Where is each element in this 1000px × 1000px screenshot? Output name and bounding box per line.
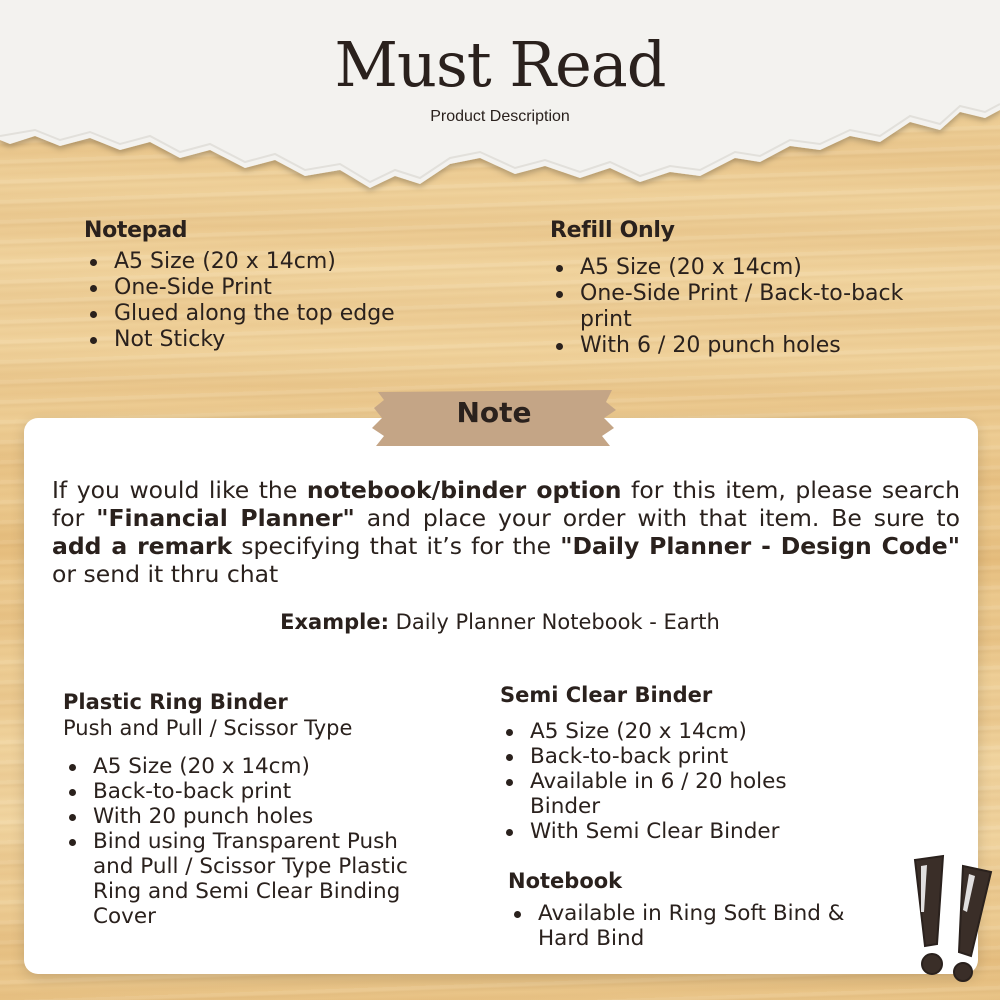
plastic-ring-subtitle: Push and Pull / Scissor Type [63, 716, 353, 740]
page-title: Must Read [334, 28, 666, 101]
notepad-section [84, 218, 504, 353]
list-item: With 6 / 20 punch holes [550, 333, 910, 359]
semi-clear-list [500, 719, 860, 844]
refill-section [550, 218, 910, 359]
semi-clear-heading: Semi Clear Binder [500, 683, 713, 707]
example-text: Daily Planner Notebook - Earth [388, 610, 720, 634]
list-item: Back-to-back print [63, 779, 463, 804]
double-exclamation-icon [905, 852, 995, 982]
list-item: A5 Size (20 x 14cm) [63, 754, 463, 779]
list-item: A5 Size (20 x 14cm) [84, 249, 504, 275]
plastic-ring-heading: Plastic Ring Binder [63, 690, 288, 714]
list-item: Back-to-back print [500, 744, 860, 769]
plastic-ring-section [63, 690, 463, 929]
example-line [0, 610, 1000, 634]
example-label: Example: [280, 610, 389, 634]
page-subtitle: Product Description [430, 108, 570, 125]
refill-heading: Refill Only [550, 218, 675, 243]
list-item: Available in Ring Soft Bind & Hard Bind [508, 901, 858, 951]
list-item: With 20 punch holes [63, 804, 463, 829]
list-item: One-Side Print / Back-to-back print [550, 281, 910, 333]
note-bold-text: notebook/binder option [306, 476, 622, 504]
semi-clear-section [500, 683, 860, 844]
note-text: or send it thru chat [52, 560, 279, 588]
list-item: Available in 6 / 20 holes Binder [500, 769, 820, 819]
list-item: Glued along the top edge [84, 301, 504, 327]
list-item: A5 Size (20 x 14cm) [550, 255, 910, 281]
notepad-heading: Notepad [84, 218, 188, 243]
list-item: One-Side Print [84, 275, 504, 301]
notebook-section [508, 869, 888, 951]
list-item: Not Sticky [84, 327, 504, 353]
refill-list [550, 255, 910, 359]
list-item: Bind using Transparent Push and Pull / Scissor Type Plastic Ring and Semi Clear Binding Cover [63, 829, 443, 929]
plastic-ring-list [63, 754, 463, 929]
note-paragraph [52, 476, 960, 588]
note-bold-text: "Daily Planner - Design Code" [560, 532, 960, 560]
note-text: specifying that it’s for the [232, 532, 561, 560]
note-text: and place your order with that item. Be sure to [354, 504, 960, 532]
list-item: A5 Size (20 x 14cm) [500, 719, 860, 744]
note-text: If you would like the [52, 476, 307, 504]
notepad-list [84, 249, 504, 353]
note-label: Note [456, 396, 532, 429]
list-item: With Semi Clear Binder [500, 819, 860, 844]
notebook-heading: Notebook [508, 869, 623, 893]
note-text: for this item, please search for [52, 476, 960, 532]
note-bold-text: add a remark [52, 532, 233, 560]
note-bold-text: "Financial Planner" [96, 504, 355, 532]
notebook-list [508, 901, 888, 951]
